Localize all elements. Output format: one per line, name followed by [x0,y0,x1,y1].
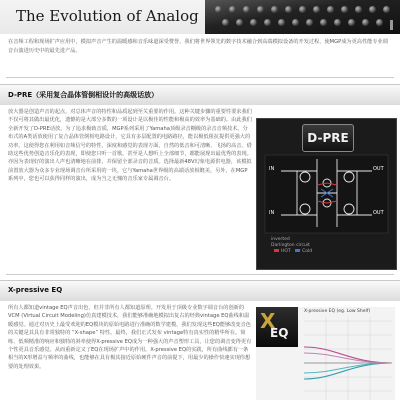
dpre-badge: D-PRE [302,124,354,152]
hero-banner [0,0,400,34]
hot-swatch [274,249,279,252]
xpeq-section-title: X-pressive EQ [8,286,63,294]
out-label-bottom: OUT [373,210,384,216]
circuit-legend: inverted Darlington circuit HOT Cold [271,237,313,254]
out-label-top: OUT [373,166,384,172]
hero-title: The Evolution of Analog [16,7,199,25]
xpeq-section-header [0,280,400,301]
intro-paragraph: 在音频工程和现场扩声应用中，模拟声音产生的温暖感和音乐味道深受赞誉。我们将世界领先的数字技术融合到高端模拟设备的开发过程，使MGP成为更高性能专业调音台演进历史中的最先进产品。 [8,39,388,54]
in-label-bottom: IN [269,210,275,216]
divider [6,274,394,275]
xpeq-badge: X EQ [256,307,298,347]
dpre-section-header [0,84,400,105]
dpre-body-text: 放大器是创造声音的起点，对总体声音的特性和品质起到至关重要的作用。这种关键步骤的重要性要求我们不仅可将其做出最优化，遗憾的是大部分多数的一项设计是以极佳的性能和极高的效率为基础的。由此我们全新开发了D-PRE话放。为了追求极致音质，MGP系列采用了Yamaha顶级录音棚级的录音音频技术，分布式的A类话放使用了复合晶体管倒相电路设计，它具有多层配置的电路路径，能以极低阻抗提供更强大的功率。这使得您在利用如音频信号的特性，深度和感觉的表现方面，自然的低音和可清晰、飞扬的高音。借助这些优势创造音乐化的表现，即使您只听一首歌，甚至是人想听上全部细节，都能展现出最优秀的表现。亦因为表现好的演出人声也清晰地在前排，并保留全部录音的音质。选择最新48V幻象电源供电器，该模拟前置放大器为众多专业现场调音台所采用的一块，它与Yamaha世界级的高端话放相媲美。另外，在MGP系列中，您也可以获得同样的演出，成为当之无愧的音乐家专属调音台。 [8,109,252,183]
mixer-photo [205,0,400,34]
xpeq-graph-label: X-pressive EQ (eg. Low Shelf) [304,309,371,314]
dpre-section-title: D-PRE（采用复合晶体管倒相设计的高级话放） [8,91,159,99]
xpeq-graph-image [256,307,395,400]
xpeq-body-text: 所有人都知道vintage EQ声音出色，但并非所有人都知道原理。开发用于顶级专业数字调音台的创新的 VCM (Virtual Circuit Modeling)仿真建模技术，我们能够准确地模拟出复古的经典vintage EQ曲线和温暖感觉。通过对历史上最受欢迎的EQ模块的原始电路进行准确的数学建模，我们发现这些EQ能够改变音色的关键是其具有非常独特的 “X-shape” 特性。最终，我们正式发布 vintage特有真实性的精华所在。简练、低频精准的响应和独特的斜率使得X-pressive EQ成为一种强大的声音塑形工具，让您的调音变得更有个性更具音乐感觉。从而重新定义了EQ在现场扩声中的作用。X-pressive EQ的实践，所有曲线都有一条相当的X形增益与频率的曲线，也能够在具有极其接近原始硬件声音的前提下，用最少的操作快速实现你想要的处理效果。 [8,305,252,370]
in-label-top: IN [269,166,275,172]
divider [6,77,394,78]
dpre-circuit-image [256,118,397,270]
eq-curve-graph [256,307,395,400]
cold-swatch [295,249,300,252]
